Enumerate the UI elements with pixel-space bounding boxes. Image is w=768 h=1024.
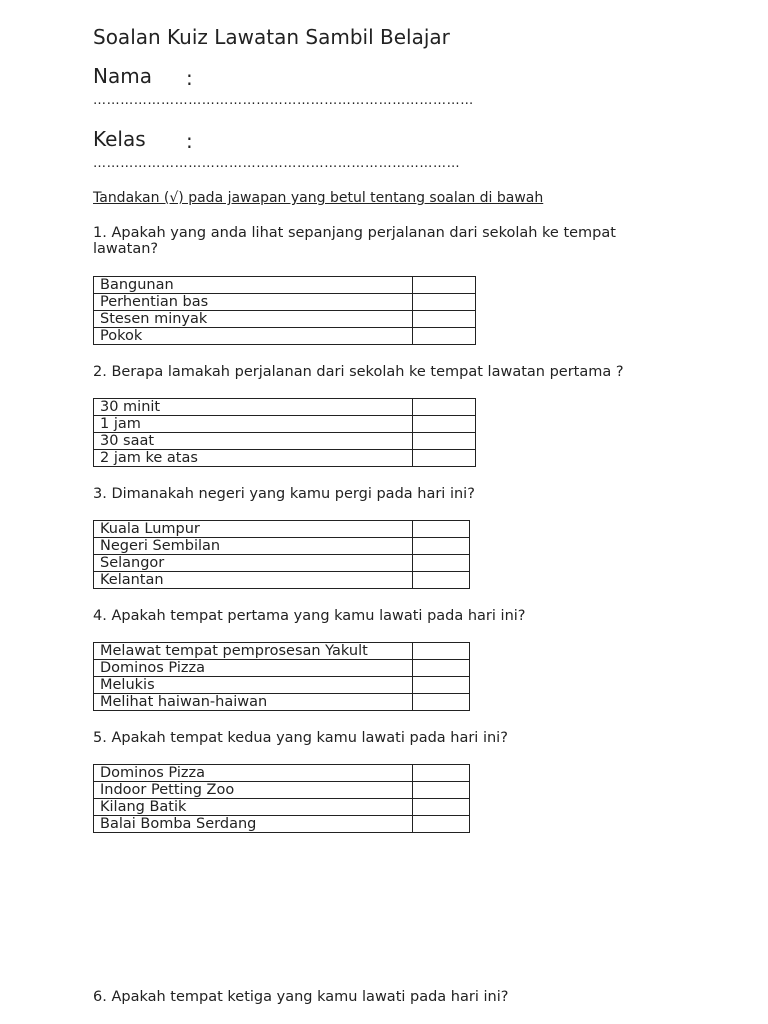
option-label: Melawat tempat pemprosesan Yakult — [94, 643, 413, 660]
page-title: Soalan Kuiz Lawatan Sambil Belajar — [93, 25, 450, 49]
options-table-4 — [93, 642, 470, 711]
option-label: Indoor Petting Zoo — [94, 782, 413, 799]
options-table-3 — [93, 520, 470, 589]
question-2: 2. Berapa lamakah perjalanan dari sekolah ke tempat lawatan pertama ? — [93, 364, 624, 380]
option-row — [94, 538, 470, 555]
option-label: 30 minit — [94, 399, 413, 416]
answer-box[interactable] — [413, 677, 470, 694]
answer-box[interactable] — [413, 799, 470, 816]
option-label: Dominos Pizza — [94, 660, 413, 677]
option-row — [94, 399, 476, 416]
answer-box[interactable] — [413, 765, 470, 782]
nama-label: Nama — [93, 64, 152, 88]
answer-box[interactable] — [413, 328, 476, 345]
question-6: 6. Apakah tempat ketiga yang kamu lawati pada hari ini? — [93, 989, 509, 1005]
option-label: Pokok — [94, 328, 413, 345]
option-row — [94, 555, 470, 572]
option-label: Selangor — [94, 555, 413, 572]
option-row — [94, 277, 476, 294]
option-row — [94, 450, 476, 467]
option-row — [94, 677, 470, 694]
option-label: Balai Bomba Serdang — [94, 816, 413, 833]
option-row — [94, 816, 470, 833]
option-label: Melihat haiwan-haiwan — [94, 694, 413, 711]
option-row — [94, 799, 470, 816]
option-label: Dominos Pizza — [94, 765, 413, 782]
option-label: 30 saat — [94, 433, 413, 450]
kelas-colon: : — [186, 129, 193, 153]
answer-box[interactable] — [413, 521, 470, 538]
answer-box[interactable] — [413, 399, 476, 416]
answer-box[interactable] — [413, 660, 470, 677]
answer-box[interactable] — [413, 538, 470, 555]
option-row — [94, 311, 476, 328]
option-label: Kuala Lumpur — [94, 521, 413, 538]
option-label: Melukis — [94, 677, 413, 694]
answer-box[interactable] — [413, 311, 476, 328]
option-row — [94, 416, 476, 433]
option-label: Bangunan — [94, 277, 413, 294]
option-label: 2 jam ke atas — [94, 450, 413, 467]
option-row — [94, 433, 476, 450]
answer-box[interactable] — [413, 277, 476, 294]
instruction: Tandakan (√) pada jawapan yang betul tentang soalan di bawah — [93, 190, 544, 206]
answer-box[interactable] — [413, 433, 476, 450]
option-row — [94, 572, 470, 589]
option-row — [94, 782, 470, 799]
option-label: Kilang Batik — [94, 799, 413, 816]
question-3: 3. Dimanakah negeri yang kamu pergi pada hari ini? — [93, 486, 475, 502]
answer-box[interactable] — [413, 816, 470, 833]
answer-box[interactable] — [413, 694, 470, 711]
answer-box[interactable] — [413, 782, 470, 799]
answer-box[interactable] — [413, 643, 470, 660]
kelas-label: Kelas — [93, 127, 146, 151]
answer-box[interactable] — [413, 572, 470, 589]
options-table-1 — [93, 276, 476, 345]
question-5: 5. Apakah tempat kedua yang kamu lawati pada hari ini? — [93, 730, 508, 746]
option-label: Kelantan — [94, 572, 413, 589]
answer-box[interactable] — [413, 450, 476, 467]
option-row — [94, 294, 476, 311]
nama-colon: : — [186, 66, 193, 90]
answer-box[interactable] — [413, 416, 476, 433]
option-row — [94, 643, 470, 660]
answer-box[interactable] — [413, 555, 470, 572]
kelas-answer-line[interactable]: ……………………………………………………………………… — [93, 156, 461, 171]
option-row — [94, 660, 470, 677]
options-table-2 — [93, 398, 476, 467]
nama-answer-line[interactable]: ………………………………………………………………………… — [93, 93, 474, 108]
option-label: Stesen minyak — [94, 311, 413, 328]
option-row — [94, 694, 470, 711]
option-label: Perhentian bas — [94, 294, 413, 311]
answer-box[interactable] — [413, 294, 476, 311]
option-row — [94, 765, 470, 782]
options-table-5 — [93, 764, 470, 833]
question-1: 1. Apakah yang anda lihat sepanjang perjalanan dari sekolah ke tempat lawatan? — [93, 225, 616, 257]
option-row — [94, 328, 476, 345]
question-4: 4. Apakah tempat pertama yang kamu lawati pada hari ini? — [93, 608, 526, 624]
option-label: Negeri Sembilan — [94, 538, 413, 555]
option-row — [94, 521, 470, 538]
option-label: 1 jam — [94, 416, 413, 433]
